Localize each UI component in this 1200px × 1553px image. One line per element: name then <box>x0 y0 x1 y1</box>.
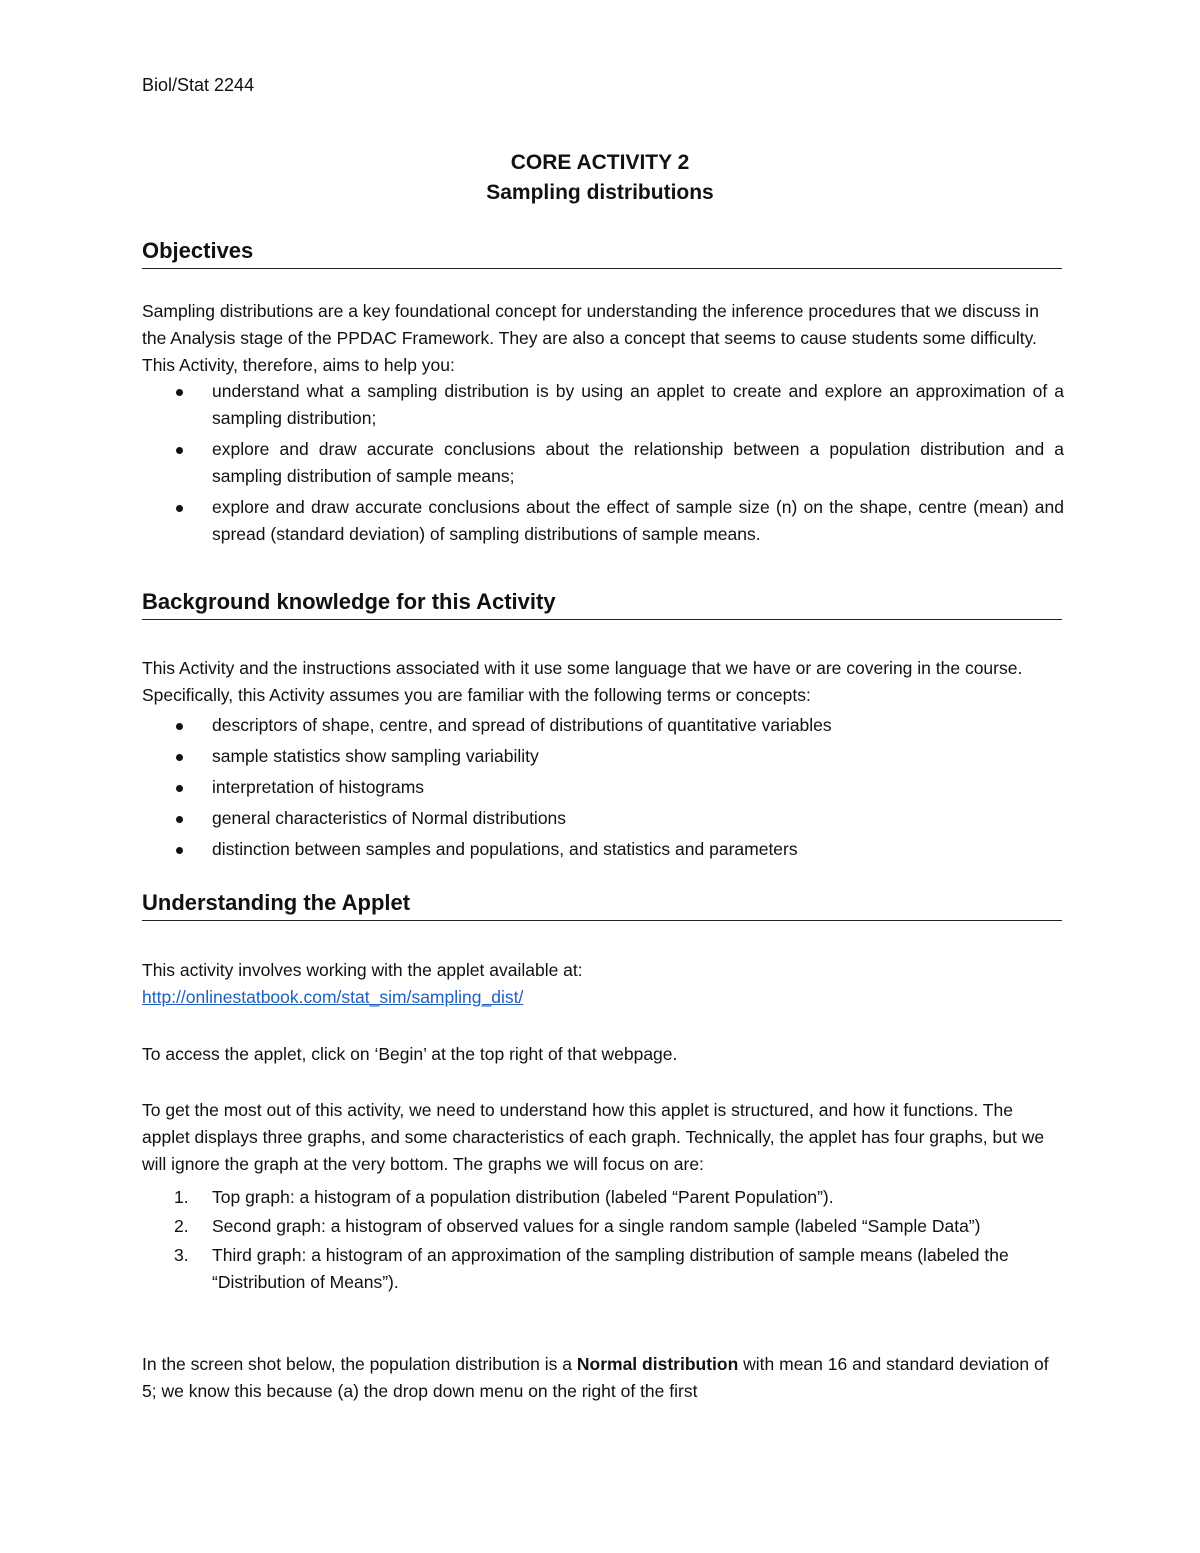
background-intro: This Activity and the instructions associated with it use some language that we have or are covering in the course. Specifically, this Activity assumes you are familiar with the following terms or concepts: <box>142 658 1023 705</box>
bullet-icon <box>176 754 183 761</box>
list-item: 2. Second graph: a histogram of observed values for a single random sample (labeled “Sample Data”) <box>174 1216 981 1236</box>
applet-link-line <box>142 984 1064 1011</box>
list-item: interpretation of histograms <box>142 774 1064 801</box>
applet-access: To access the applet, click on ‘Begin’ at the top right of that webpage. <box>142 1044 678 1064</box>
screenshot-description: In the screen shot below, the population distribution is a Normal distribution with mean 16 and standard deviation of 5; we know this because (a) the drop down menu on the right of the first <box>142 1354 1049 1401</box>
bullet-icon <box>176 785 183 792</box>
list-item: distinction between samples and populations, and statistics and parameters <box>142 836 1064 863</box>
bullet-icon <box>176 847 183 854</box>
bullet-icon <box>176 389 183 396</box>
list-item: explore and draw accurate conclusions about the relationship between a population distribution and a sampling distribution of sample means; <box>142 436 1064 490</box>
bullet-icon <box>176 447 183 454</box>
course-header: Biol/Stat 2244 <box>142 75 255 95</box>
title-line-1: CORE ACTIVITY 2 <box>510 151 690 174</box>
list-item: descriptors of shape, centre, and spread of distributions of quantitative variables <box>142 712 1064 739</box>
list-item: explore and draw accurate conclusions about the effect of sample size (n) on the shape, centre (mean) and spread (standard deviation) of sampling distributions of sample means. <box>142 494 1064 548</box>
applet-url-link[interactable]: http://onlinestatbook.com/stat_sim/sampling_dist/ <box>142 987 524 1007</box>
objectives-heading: Objectives <box>142 238 1062 269</box>
objectives-list <box>142 378 1064 548</box>
applet-heading: Understanding the Applet <box>142 890 1062 921</box>
background-list <box>142 712 1064 863</box>
list-item: understand what a sampling distribution is by using an applet to create and explore an approximation of a sampling distribution; <box>142 378 1064 432</box>
list-item: 1. Top graph: a histogram of a population distribution (labeled “Parent Population”). <box>174 1187 834 1207</box>
list-item: sample statistics show sampling variability <box>142 743 1064 770</box>
bullet-icon <box>176 723 183 730</box>
document-title <box>0 148 1200 208</box>
title-line-2: Sampling distributions <box>486 181 714 204</box>
list-item: 3. Third graph: a histogram of an approximation of the sampling distribution of sample means (labeled the “Distribution of Means”). <box>174 1245 1009 1292</box>
applet-intro: This activity involves working with the applet available at: <box>142 960 583 980</box>
applet-structure: To get the most out of this activity, we need to understand how this applet is structured, and how it functions. The applet displays three graphs, and some characteristics of each graph. Technically, the applet has four graphs, but we will ignore the graph at the very bottom. The graphs we will focus on are: <box>142 1100 1045 1174</box>
objectives-intro: Sampling distributions are a key foundational concept for understanding the inference procedures that we discuss in the Analysis stage of the PPDAC Framework. They are also a concept that seems to cause students some difficulty. This Activity, therefore, aims to help you: <box>142 301 1039 375</box>
bullet-icon <box>176 816 183 823</box>
list-item: general characteristics of Normal distributions <box>142 805 1064 832</box>
graphs-list <box>142 1184 1064 1298</box>
background-heading: Background knowledge for this Activity <box>142 589 1062 620</box>
bullet-icon <box>176 505 183 512</box>
